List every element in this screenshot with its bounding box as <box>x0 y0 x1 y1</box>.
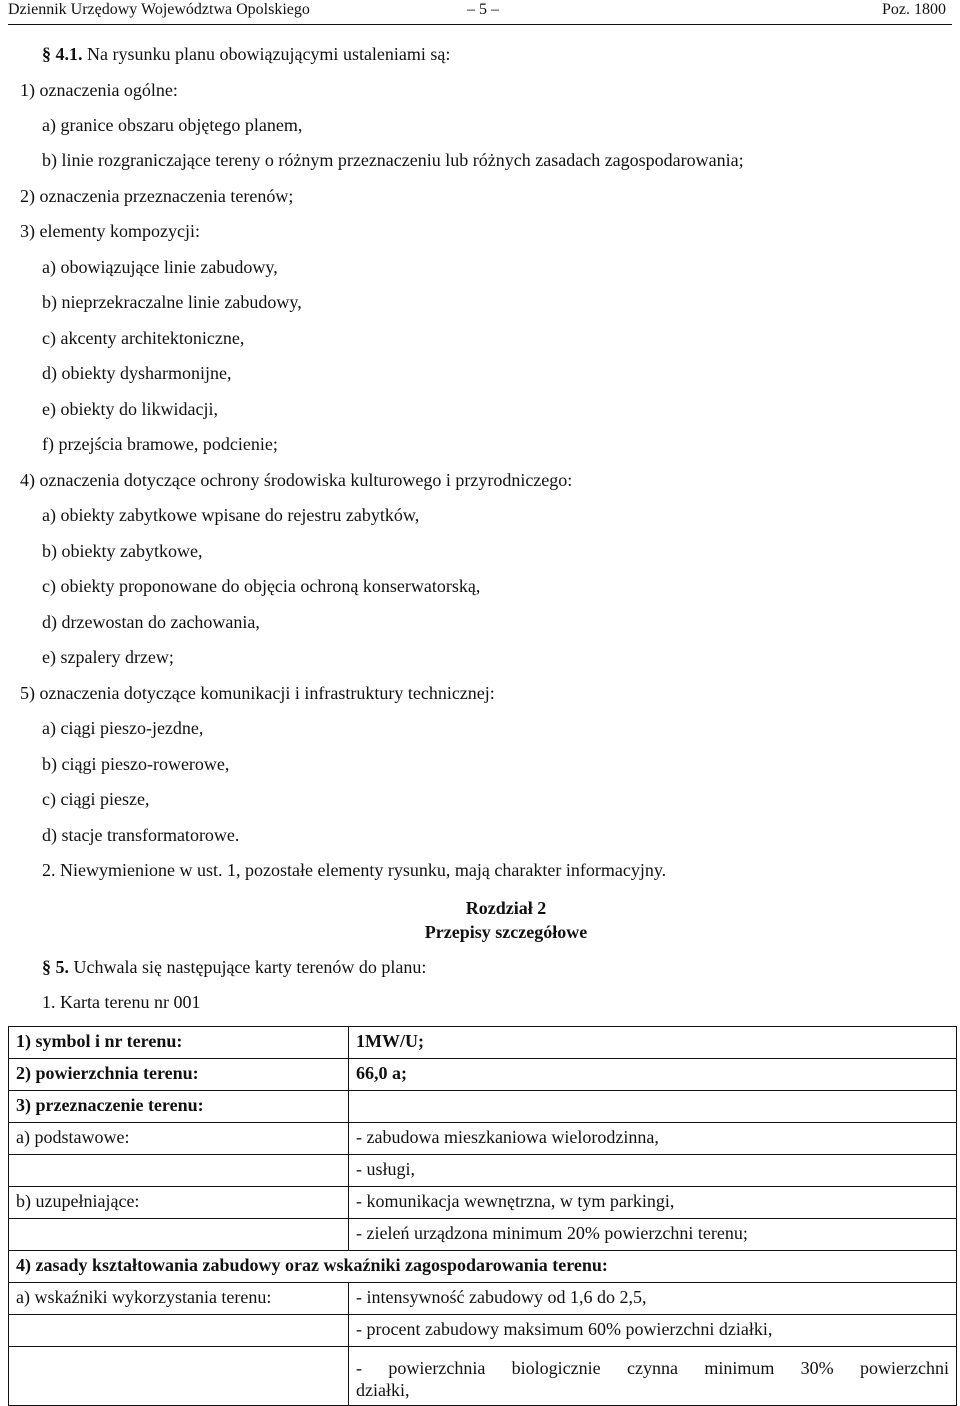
list-item: c) akcenty architektoniczne, <box>42 328 245 348</box>
list-item: 2) oznaczenia przeznaczenia terenów; <box>20 186 294 206</box>
list-item: d) stacje transformatorowe. <box>42 825 240 845</box>
table-row <box>9 1219 957 1251</box>
table-cell: - zieleń urządzona minimum 20% powierzchni terenu; <box>349 1219 957 1251</box>
table-cell: a) wskaźniki wykorzystania terenu: <box>9 1283 349 1315</box>
table-cell: a) podstawowe: <box>9 1123 349 1155</box>
table-cell <box>9 1347 349 1406</box>
table-cell: 1) symbol i nr terenu: <box>9 1027 349 1059</box>
journal-title: Dziennik Urzędowy Województwa Opolskiego <box>8 1 310 18</box>
table-row <box>9 1059 957 1091</box>
section-4-number: § 4.1. <box>42 44 83 64</box>
card-table <box>8 1026 957 1406</box>
chapter-title: Przepisy szczegółowe <box>424 922 588 942</box>
table-cell <box>349 1091 957 1123</box>
list-item: b) obiekty zabytkowe, <box>42 541 203 561</box>
list-item: 1) oznaczenia ogólne: <box>20 80 178 100</box>
table-cell <box>9 1155 349 1187</box>
last-value-line-1: - powierzchnia biologicznie czynna minimum 30% powierzchni <box>356 1358 949 1378</box>
table-row <box>9 1187 957 1219</box>
section-5-lead-text: Uchwala się następujące karty terenów do planu: <box>69 957 427 977</box>
list-item: a) obowiązujące linie zabudowy, <box>42 257 278 277</box>
table-row <box>9 1027 957 1059</box>
list-item: d) drzewostan do zachowania, <box>42 612 260 632</box>
list-item: e) szpalery drzew; <box>42 647 174 667</box>
list-item: 5) oznaczenia dotyczące komunikacji i infrastruktury technicznej: <box>20 683 495 703</box>
section-5-lead <box>42 955 426 979</box>
table-cell: - intensywność zabudowy od 1,6 do 2,5, <box>349 1283 957 1315</box>
table-row <box>9 1091 957 1123</box>
card-title: 1. Karta terenu nr 001 <box>42 992 201 1012</box>
list-item: a) granice obszaru objętego planem, <box>42 115 303 135</box>
header-rule <box>8 24 952 25</box>
table-row <box>9 1251 957 1283</box>
table-cell: 1MW/U; <box>349 1027 957 1059</box>
list-item: 4) oznaczenia dotyczące ochrony środowiska kulturowego i przyrodniczego: <box>20 470 573 490</box>
page-header <box>8 0 946 23</box>
table-row <box>9 1123 957 1155</box>
table-row <box>9 1347 957 1406</box>
table-cell: 2) powierzchnia terenu: <box>9 1059 349 1091</box>
list-item: a) obiekty zabytkowe wpisane do rejestru zabytków, <box>42 505 420 525</box>
table-cell: 3) przeznaczenie terenu: <box>9 1091 349 1123</box>
list-item: b) ciągi pieszo-rowerowe, <box>42 754 230 774</box>
table-cell <box>349 1347 957 1406</box>
table-row <box>9 1315 957 1347</box>
table-row <box>9 1155 957 1187</box>
list-item: b) nieprzekraczalne linie zabudowy, <box>42 292 302 312</box>
list-item: a) ciągi pieszo-jezdne, <box>42 718 204 738</box>
table-cell: - zabudowa mieszkaniowa wielorodzinna, <box>349 1123 957 1155</box>
table-cell: - komunikacja wewnętrzna, w tym parkingi, <box>349 1187 957 1219</box>
list-item: b) linie rozgraniczające tereny o różnym przeznaczeniu lub różnych zasadach zagospodarowania; <box>42 150 744 170</box>
list-item: 3) elementy kompozycji: <box>20 221 200 241</box>
list-item: f) przejścia bramowe, podcienie; <box>42 434 278 454</box>
list-item: e) obiekty do likwidacji, <box>42 399 218 419</box>
table-row <box>9 1283 957 1315</box>
section-4-lead <box>42 42 450 66</box>
last-value <box>356 1357 949 1401</box>
section-5-number: § 5. <box>42 957 69 977</box>
position-number: Poz. 1800 <box>882 1 946 18</box>
last-value-line-2: działki, <box>356 1380 410 1400</box>
table-cell: - usługi, <box>349 1155 957 1187</box>
table-cell: b) uzupełniające: <box>9 1187 349 1219</box>
table-cell: - procent zabudowy maksimum 60% powierzchni działki, <box>349 1315 957 1347</box>
list-item: c) obiekty proponowane do objęcia ochroną konserwatorską, <box>42 576 481 596</box>
table-cell <box>9 1219 349 1251</box>
table-cell <box>9 1315 349 1347</box>
section-4-lead-text: Na rysunku planu obowiązującymi ustaleniami są: <box>82 44 451 64</box>
page-number: – 5 – <box>467 1 499 18</box>
table-cell: 66,0 a; <box>349 1059 957 1091</box>
list-item: d) obiekty dysharmonijne, <box>42 363 232 383</box>
section-4-item-2: 2. Niewymienione w ust. 1, pozostałe elementy rysunku, mają charakter informacyjny. <box>42 860 667 880</box>
chapter-number: Rozdział 2 <box>465 898 547 918</box>
table-section-heading: 4) zasady kształtowania zabudowy oraz wskaźniki zagospodarowania terenu: <box>9 1251 957 1283</box>
list-item: c) ciągi piesze, <box>42 789 150 809</box>
